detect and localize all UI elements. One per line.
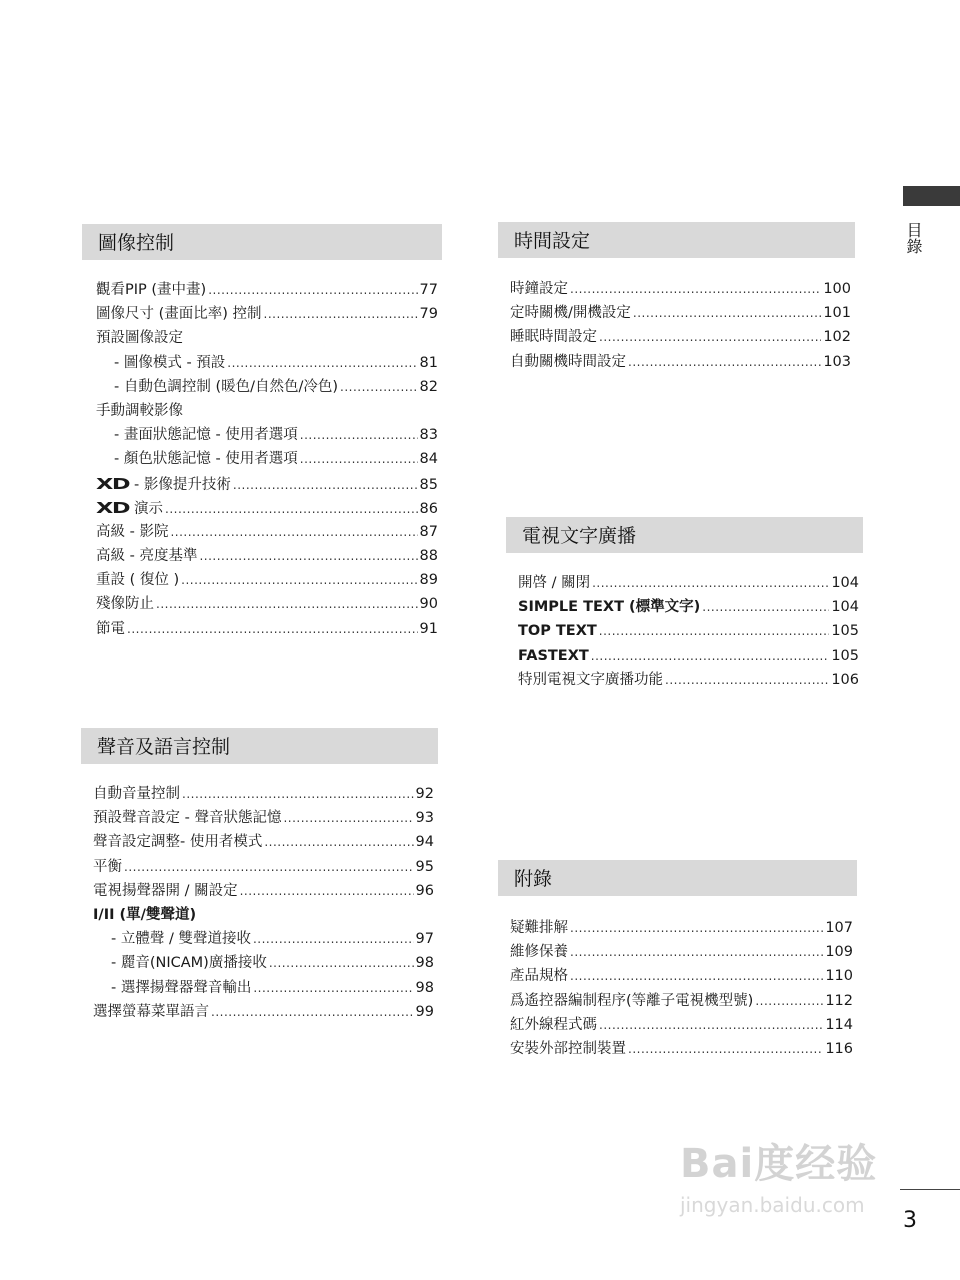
toc-entry[interactable]: 平衡 ..... 95 xyxy=(93,855,434,879)
section-title: 附錄 xyxy=(498,860,857,896)
toc-entry[interactable]: XD - 影像提升技術 ..... 85 xyxy=(96,472,438,496)
toc-entry[interactable]: 節電 ..... 91 xyxy=(96,617,438,641)
toc-entry[interactable]: SIMPLE TEXT (標準文字) ..... 104 xyxy=(518,595,859,619)
toc-entry[interactable]: 安裝外部控制裝置 ..... 116 xyxy=(510,1037,853,1061)
section-title: 電視文字廣播 xyxy=(506,517,863,553)
toc-entry[interactable]: 聲音設定調整- 使用者模式 ..... 94 xyxy=(93,830,434,854)
toc-entry[interactable]: 預設聲音設定 - 聲音狀態記憶 ..... 93 xyxy=(93,806,434,830)
toc-entry[interactable]: 自動關機時間設定 ..... 103 xyxy=(510,350,851,374)
toc-entry[interactable]: - 顏色狀態記憶 - 使用者選項 ..... 84 xyxy=(96,447,438,471)
toc-entry[interactable]: TOP TEXT ..... 105 xyxy=(518,619,859,643)
section-teletext xyxy=(506,517,863,692)
toc-entry[interactable]: 選擇螢幕菜單語言 ..... 99 xyxy=(93,1000,434,1024)
toc-entry[interactable]: 高級 - 影院 ..... 87 xyxy=(96,520,438,544)
toc-entry[interactable]: - 選擇揚聲器聲音輸出 ..... 98 xyxy=(93,976,434,1000)
section-picture xyxy=(82,224,442,641)
toc-entry: 預設圖像設定 xyxy=(96,330,183,347)
section-title: 時間設定 xyxy=(498,222,855,258)
toc-entry[interactable]: 殘像防止 ..... 90 xyxy=(96,592,438,616)
toc-entry: 手動調較影像 xyxy=(96,402,183,419)
toc-entry[interactable]: 定時關機/開機設定 ..... 101 xyxy=(510,301,851,325)
toc-entry[interactable]: - 自動色調控制 (暖色/自然色/冷色) ..... 82 xyxy=(96,375,438,399)
section-title: 圖像控制 xyxy=(82,224,442,260)
toc-entry[interactable]: 特別電視文字廣播功能 ..... 106 xyxy=(518,668,859,692)
xd-logo: XD xyxy=(96,474,130,493)
toc-entry[interactable]: XD 演示 ..... 86 xyxy=(96,496,438,520)
toc-entry[interactable]: - 立體聲 / 雙聲道接收 ..... 97 xyxy=(93,927,434,951)
watermark xyxy=(680,1132,890,1252)
xd-logo: XD xyxy=(96,498,130,517)
toc-entry[interactable]: 圖像尺寸 (畫面比率) 控制 ..... 79 xyxy=(96,302,438,326)
toc-entry[interactable]: 自動音量控制 ..... 92 xyxy=(93,782,434,806)
toc-entry[interactable]: - 畫面狀態記憶 - 使用者選項 ..... 83 xyxy=(96,423,438,447)
section-sound xyxy=(81,728,438,1024)
toc-entry[interactable]: 產品規格 ..... 110 xyxy=(510,964,853,988)
section-title: 聲音及語言控制 xyxy=(81,728,438,764)
toc-entry[interactable]: 開啓 / 關閉 ..... 104 xyxy=(518,571,859,595)
toc-entry[interactable]: 爲遙控器編制程序(等離子電視機型號) ..... 112 xyxy=(510,989,853,1013)
toc-entry[interactable]: - 麗音(NICAM)廣播接收 ..... 98 xyxy=(93,951,434,975)
toc-entry[interactable]: 高級 - 亮度基準 ..... 88 xyxy=(96,544,438,568)
toc-entry[interactable]: 疑難排解 ..... 107 xyxy=(510,916,853,940)
side-tab-marker xyxy=(903,186,960,206)
toc-entry[interactable]: 睡眠時間設定 ..... 102 xyxy=(510,325,851,349)
page-rule xyxy=(900,1189,960,1190)
toc-entry[interactable]: 維修保養 ..... 109 xyxy=(510,940,853,964)
side-label: 目錄 xyxy=(904,222,923,254)
toc-entry: I/II (單/雙聲道) xyxy=(93,906,197,923)
section-time xyxy=(498,222,855,374)
watermark-url: jingyan.baidu.com xyxy=(680,1193,865,1217)
toc-entry[interactable]: - 圖像模式 - 預設 ..... 81 xyxy=(96,351,438,375)
toc-entry[interactable]: 重設 ( 復位 ) ..... 89 xyxy=(96,568,438,592)
toc-entry[interactable]: 紅外線程式碼 ..... 114 xyxy=(510,1013,853,1037)
toc-entry[interactable]: 觀看PIP (畫中畫) ..... 77 xyxy=(96,278,438,302)
toc-entry[interactable]: 時鐘設定 ..... 100 xyxy=(510,277,851,301)
section-appendix xyxy=(498,860,857,1061)
toc-entry[interactable]: 電視揚聲器開 / 關設定 ..... 96 xyxy=(93,879,434,903)
toc-entry[interactable]: FASTEXT ..... 105 xyxy=(518,644,859,668)
watermark-logo: Bai度经验 xyxy=(680,1141,878,1187)
page-number: 3 xyxy=(903,1208,917,1233)
